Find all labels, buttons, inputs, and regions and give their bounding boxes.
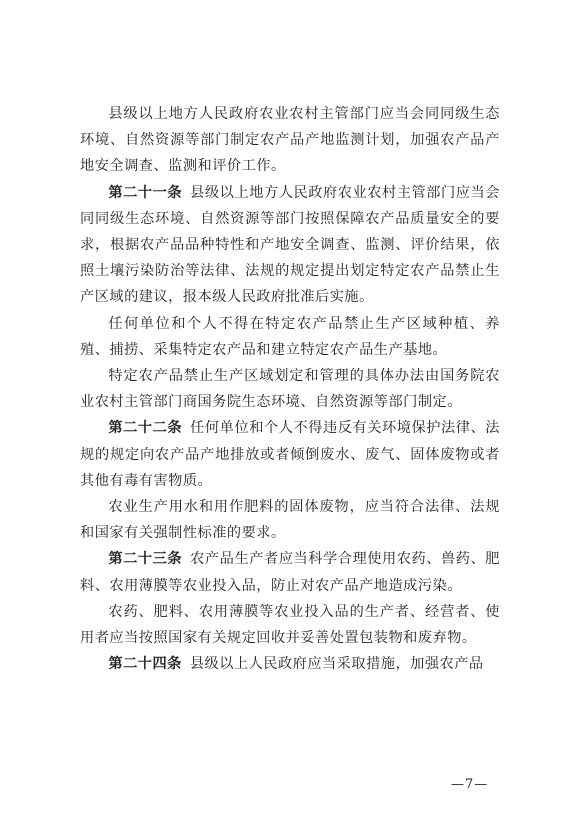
article-paragraph	[80, 415, 500, 494]
article-paragraph	[80, 180, 500, 311]
paragraph-text: 任何单位和个人不得违反有关环境保护法律、法规的规定向农产品产地排放或者倾倒废水、废气、固体废物或者其他有毒有害物质。	[80, 420, 500, 489]
article-number: 第二十四条	[108, 656, 182, 673]
paragraph	[80, 101, 500, 180]
paragraph-text: 农业生产用水和用作肥料的固体废物，应当符合法律、法规和国家有关强制性标准的要求。	[80, 499, 500, 542]
paragraph-text: 特定农产品禁止生产区域划定和管理的具体办法由国务院农业农村主管部门商国务院生态环境、自然资源等部门制定。	[80, 368, 500, 411]
article-paragraph	[80, 651, 500, 677]
paragraph-text: 县级以上人民政府应当采取措施，加强农产品	[189, 656, 484, 673]
paragraph	[80, 363, 500, 415]
paragraph-text: 任何单位和个人不得在特定农产品禁止生产区域种植、养殖、捕捞、采集特定农产品和建立特定农产品生产基地。	[80, 315, 500, 358]
paragraph-text: 县级以上地方人民政府农业农村主管部门应当会同同级生态环境、自然资源等部门按照保障农产品质量安全的要求，根据农产品品种特性和产地安全调查、监测、评价结果，依照土壤污染防治等法律、法规的规定提出划定特定农产品禁止生产区域的建议，报本级人民政府批准后实施。	[80, 184, 500, 306]
paragraph-text: 农药、肥料、农用薄膜等农业投入品的生产者、经营者、使用者应当按照国家有关规定回收并妥善处置包装物和废弃物。	[80, 603, 500, 647]
article-number: 第二十三条	[108, 551, 183, 568]
paragraph-text: 县级以上地方人民政府农业农村主管部门应当会同同级生态环境、自然资源等部门制定农产品产地监测计划，加强农产品产地安全调查、监测和评价工作。	[80, 106, 500, 175]
paragraph	[80, 311, 500, 363]
paragraph	[80, 494, 500, 546]
article-number: 第二十二条	[108, 420, 183, 437]
document-body	[80, 101, 500, 677]
paragraph-text: 农产品生产者应当科学合理使用农药、兽药、肥料、农用薄膜等农业投入品，防止对农产品产地造成污染。	[80, 551, 500, 594]
article-paragraph	[80, 546, 500, 598]
page-number: —7—	[451, 777, 489, 792]
article-number: 第二十一条	[108, 184, 183, 201]
paragraph	[80, 599, 500, 651]
